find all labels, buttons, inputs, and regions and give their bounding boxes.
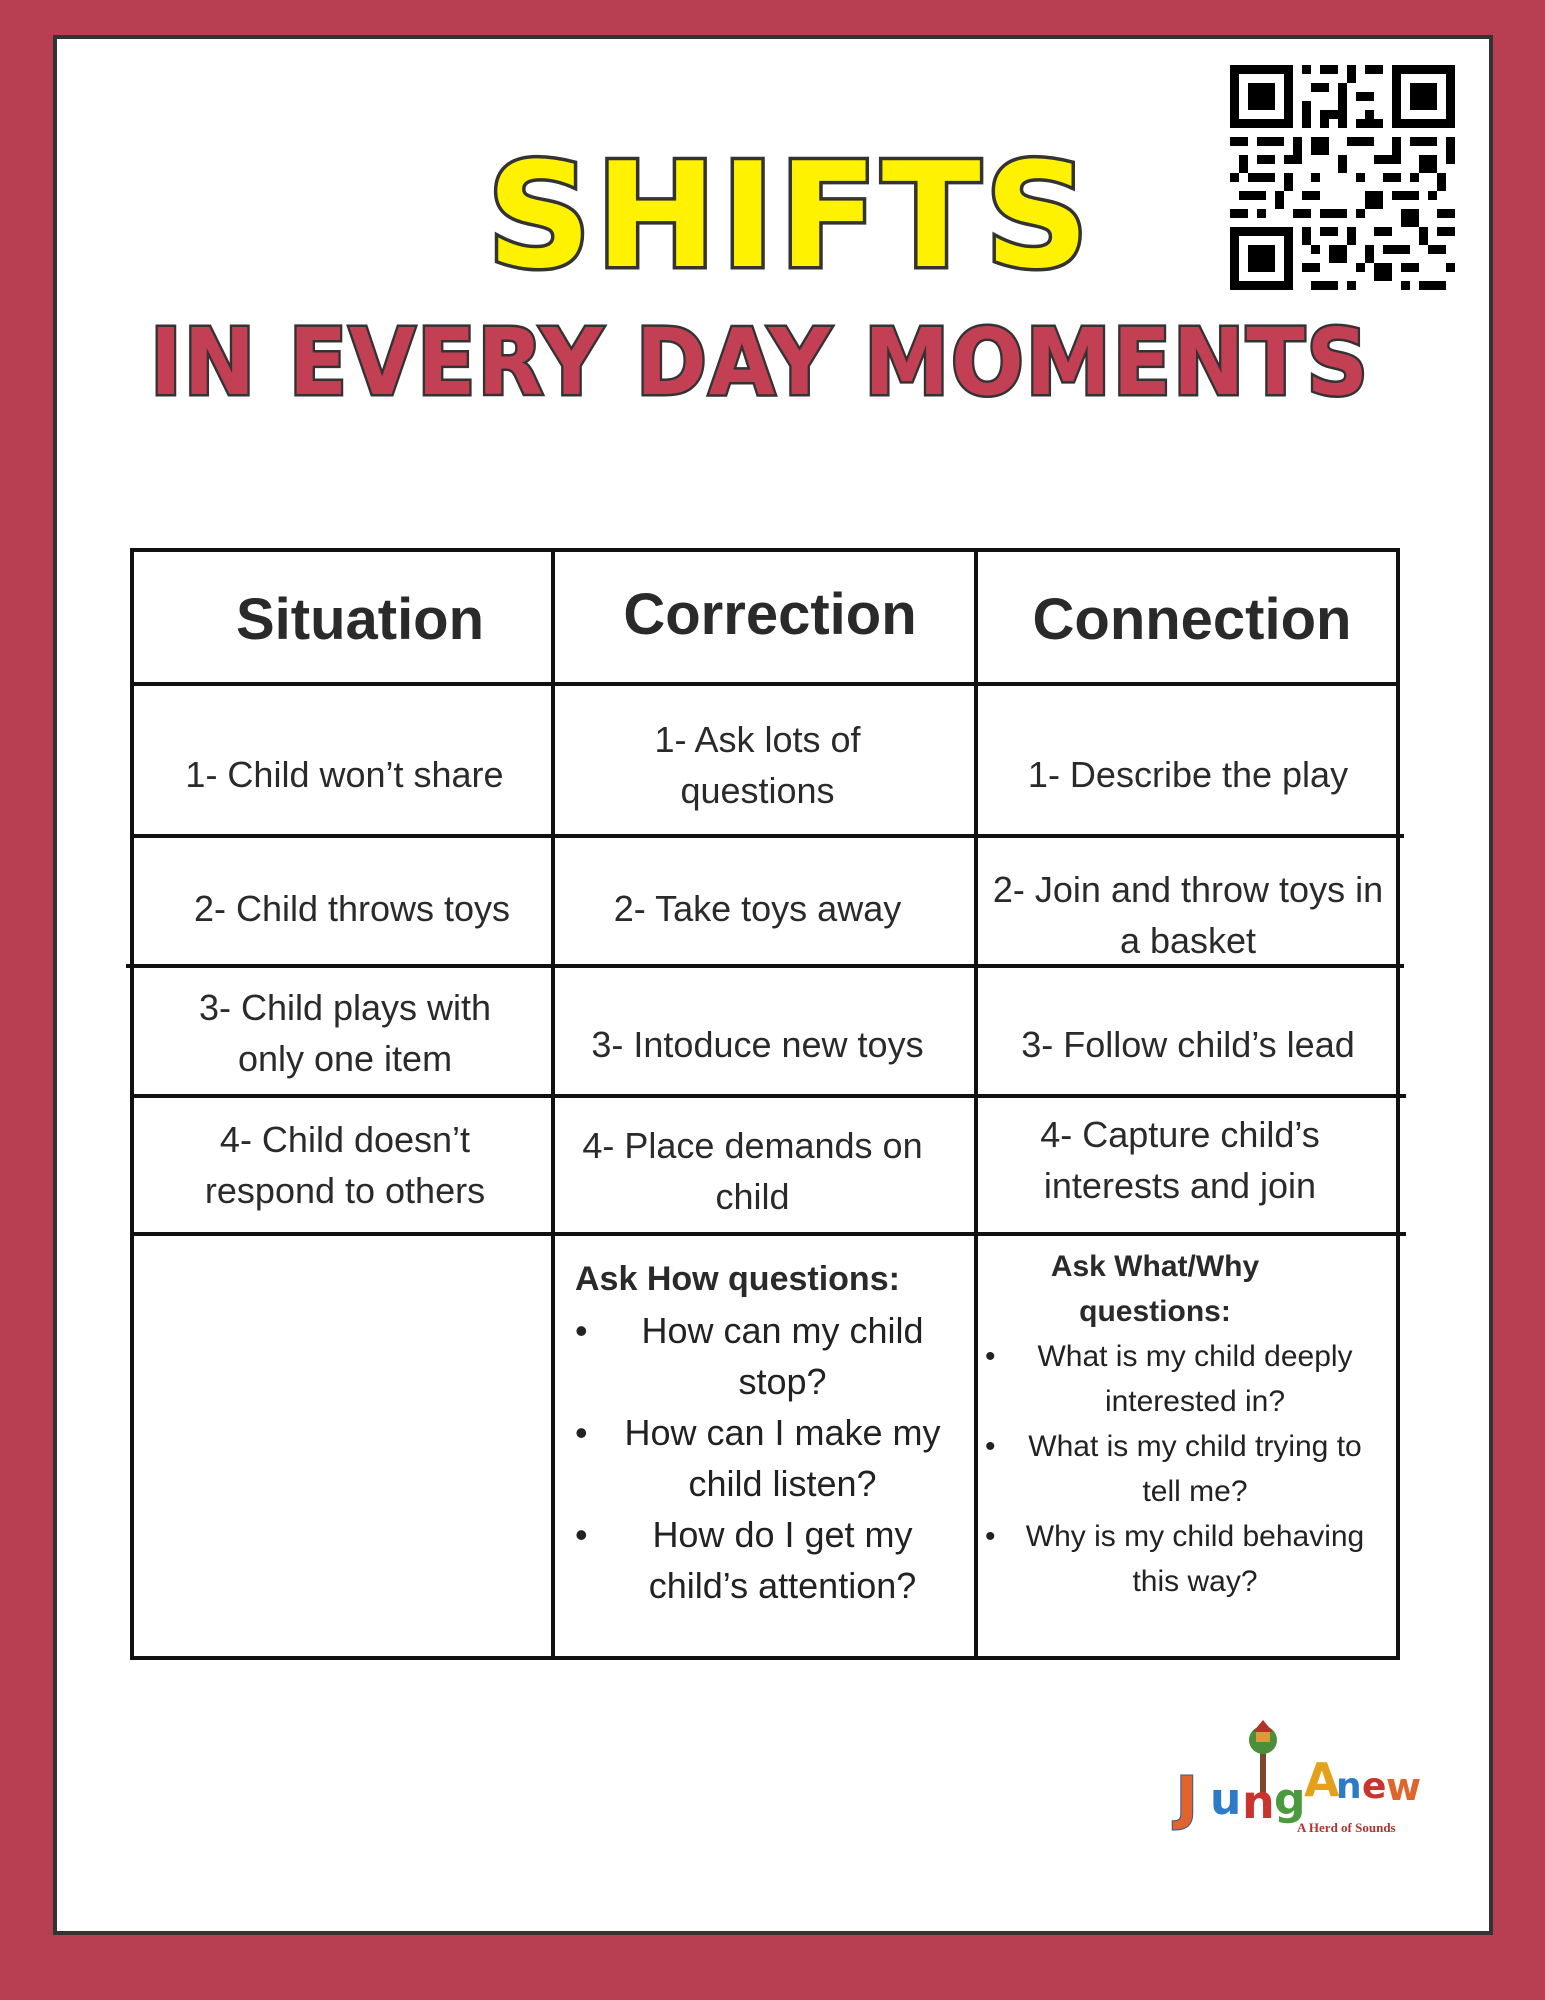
table-row-line-5	[130, 1232, 1406, 1236]
svg-text:e: e	[1362, 1766, 1387, 1807]
svg-text:n: n	[1242, 1775, 1275, 1829]
qr-code[interactable]	[1230, 65, 1455, 290]
table-cell-situation-1: 1- Child won’t share	[185, 753, 504, 795]
table-border-right	[1396, 548, 1400, 1660]
table-cell-correction-4: 4- Place demands on child	[582, 1125, 923, 1217]
column-header-correction: Correction	[623, 582, 917, 647]
logo-tagline: A Herd of Sounds	[1297, 1820, 1396, 1835]
connection-questions-heading: Ask What/Why questions:	[1050, 1250, 1260, 1328]
subtitle-text: IN EVERY DAY MOMENTS	[150, 312, 1370, 412]
table-cell-situation-4: 4- Child doesn’t respond to others	[204, 1119, 486, 1211]
table-cell-correction-2: 2- Take toys away	[613, 887, 902, 929]
list-item: • How can I make my child listen?	[575, 1407, 945, 1509]
table-cell-situation-3: 3- Child plays with only one item	[198, 987, 492, 1079]
table-row-line-2	[130, 834, 1404, 838]
svg-text:g: g	[1274, 1774, 1306, 1825]
svg-text:J: J	[1176, 1764, 1198, 1832]
connection-questions-list	[985, 1334, 1365, 1604]
table-row-line-4	[130, 1094, 1406, 1098]
title-text: SHIFTS	[486, 138, 1094, 298]
svg-text:u: u	[1210, 1774, 1242, 1825]
table-divider-2	[974, 548, 978, 1660]
list-item: • How can my child stop?	[575, 1305, 945, 1407]
table-cell-connection-1: 1- Describe the play	[1027, 753, 1349, 795]
correction-questions-list	[575, 1305, 945, 1611]
correction-questions	[575, 1253, 945, 1611]
svg-text:A: A	[1304, 1753, 1340, 1807]
column-header-situation: Situation	[235, 587, 485, 652]
table-cell-connection-3: 3- Follow child’s lead	[1021, 1023, 1355, 1065]
svg-text:w: w	[1386, 1765, 1422, 1809]
svg-text:n: n	[1336, 1766, 1362, 1807]
table-cell-correction-1: 1- Ask lots of questions	[654, 719, 861, 811]
title-shifts	[470, 138, 1110, 298]
table-cell-situation-2: 2- Child throws toys	[193, 887, 511, 929]
table-border-bottom	[130, 1656, 1400, 1660]
column-header-connection: Connection	[1032, 587, 1352, 652]
table-row-line-1	[130, 682, 1400, 686]
list-item: • Why is my child behaving this way?	[985, 1514, 1365, 1604]
list-item: • What is my child trying to tell me?	[985, 1424, 1365, 1514]
list-item: • What is my child deeply interested in?	[985, 1334, 1365, 1424]
table-border-top	[130, 548, 1400, 552]
table-cell-connection-2: 2- Join and throw toys in a basket	[992, 869, 1384, 961]
table-cell-connection-4: 4- Capture child’s interests and join	[1040, 1114, 1320, 1206]
table-border-left	[130, 548, 134, 1660]
table-divider-1	[551, 548, 555, 1660]
subtitle-every-day-moments	[140, 312, 1380, 412]
table-cell-correction-3: 3- Intoduce new toys	[591, 1023, 924, 1065]
correction-questions-heading: Ask How questions:	[575, 1260, 900, 1298]
connection-questions	[985, 1244, 1365, 1604]
list-item: • How do I get my child’s attention?	[575, 1509, 945, 1611]
